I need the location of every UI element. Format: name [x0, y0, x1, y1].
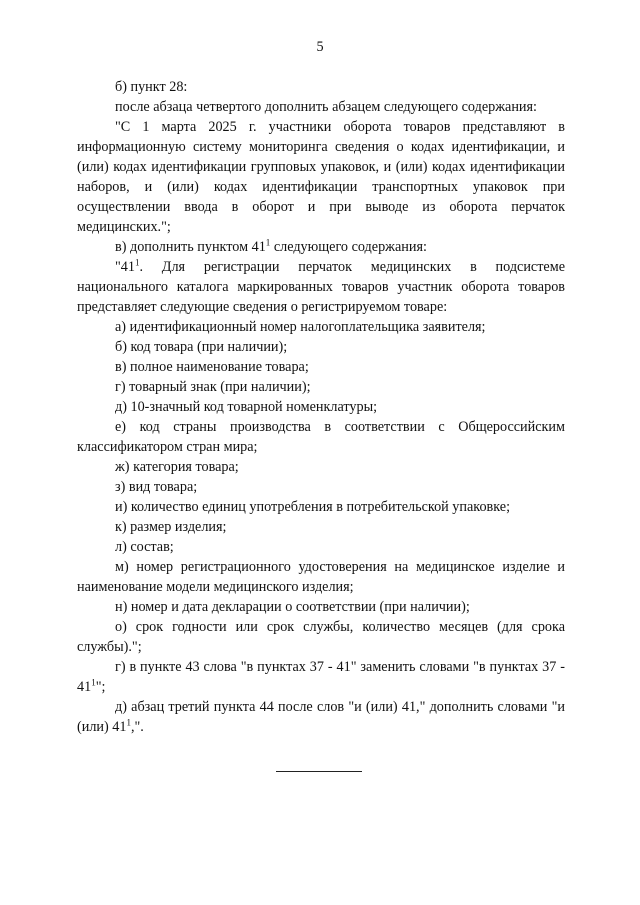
list-item-a: а) идентификационный номер налогоплательщика заявителя;: [115, 319, 486, 335]
text-run: следующего содержания:: [270, 239, 427, 255]
text-run: д) абзац третий пункта 44 после слов "и (или) 41," дополнить словами "и (или) 41: [77, 699, 565, 735]
paragraph-instruction: после абзаца четвертого дополнить абзацем следующего содержания:: [115, 99, 537, 115]
superscript: 1: [265, 237, 271, 248]
superscript: 1: [91, 677, 96, 688]
list-item-v: в) полное наименование товара;: [115, 359, 309, 375]
paragraph-point-41-1: [77, 257, 565, 317]
list-item-i: и) количество единиц употребления в потребительской упаковке;: [115, 499, 511, 515]
superscript: 1: [126, 717, 131, 728]
text-run: . Для регистрации перчаток медицинских в подсистеме национального каталога маркированных товаров участник оборота товаров представляет следующие сведения о регистрируемом товаре:: [77, 259, 565, 315]
text-run: г) в пункте 43 слова "в пунктах 37 - 41" заменить словами "в пунктах 37 - 41: [77, 659, 565, 695]
superscript: 1: [134, 257, 140, 268]
list-item-d: д) 10-значный код товарной номенклатуры;: [115, 399, 378, 415]
list-item-e: е) код страны производства в соответствии с Общероссийским классификатором стран мира;: [77, 419, 565, 455]
list-item-g: г) товарный знак (при наличии);: [115, 379, 311, 395]
text-run: ,".: [130, 719, 144, 735]
paragraph-clause-g: [77, 657, 565, 697]
list-item-l: л) состав;: [115, 539, 174, 555]
list-item-zh: ж) категория товара;: [115, 459, 239, 475]
paragraph-quoted-march-2025: "С 1 марта 2025 г. участники оборота товаров представляют в информационную систему мониторинга сведения о кодах идентификации, и (или) кодах идентификации групповых упаковок, и (или) кодах идентификации наборов, и (или) кодах идентификации транспортных упаковок при осуществлении ввода в оборот и при выводе из оборота перчаток медицинских.";: [77, 119, 565, 235]
document-body: [77, 77, 565, 737]
list-item-b: б) код товара (при наличии);: [115, 339, 288, 355]
paragraph-clause-d: [77, 697, 565, 737]
text-run: "41: [115, 259, 135, 275]
text-run: ";: [95, 679, 106, 695]
text-run: в) дополнить пунктом 41: [115, 239, 266, 255]
page-number: 5: [316, 39, 324, 55]
list-item-z: з) вид товара;: [115, 479, 198, 495]
end-rule-divider: [276, 771, 362, 772]
list-item-n: н) номер и дата декларации о соответствии (при наличии);: [115, 599, 470, 615]
list-item-k: к) размер изделия;: [115, 519, 227, 535]
paragraph-clause-v: [77, 237, 565, 257]
paragraph-clause-b: б) пункт 28:: [115, 79, 188, 95]
list-item-o: о) срок годности или срок службы, количество месяцев (для срока службы).";: [77, 619, 565, 655]
list-item-m: м) номер регистрационного удостоверения на медицинское изделие и наименование модели медицинского изделия;: [77, 559, 565, 595]
